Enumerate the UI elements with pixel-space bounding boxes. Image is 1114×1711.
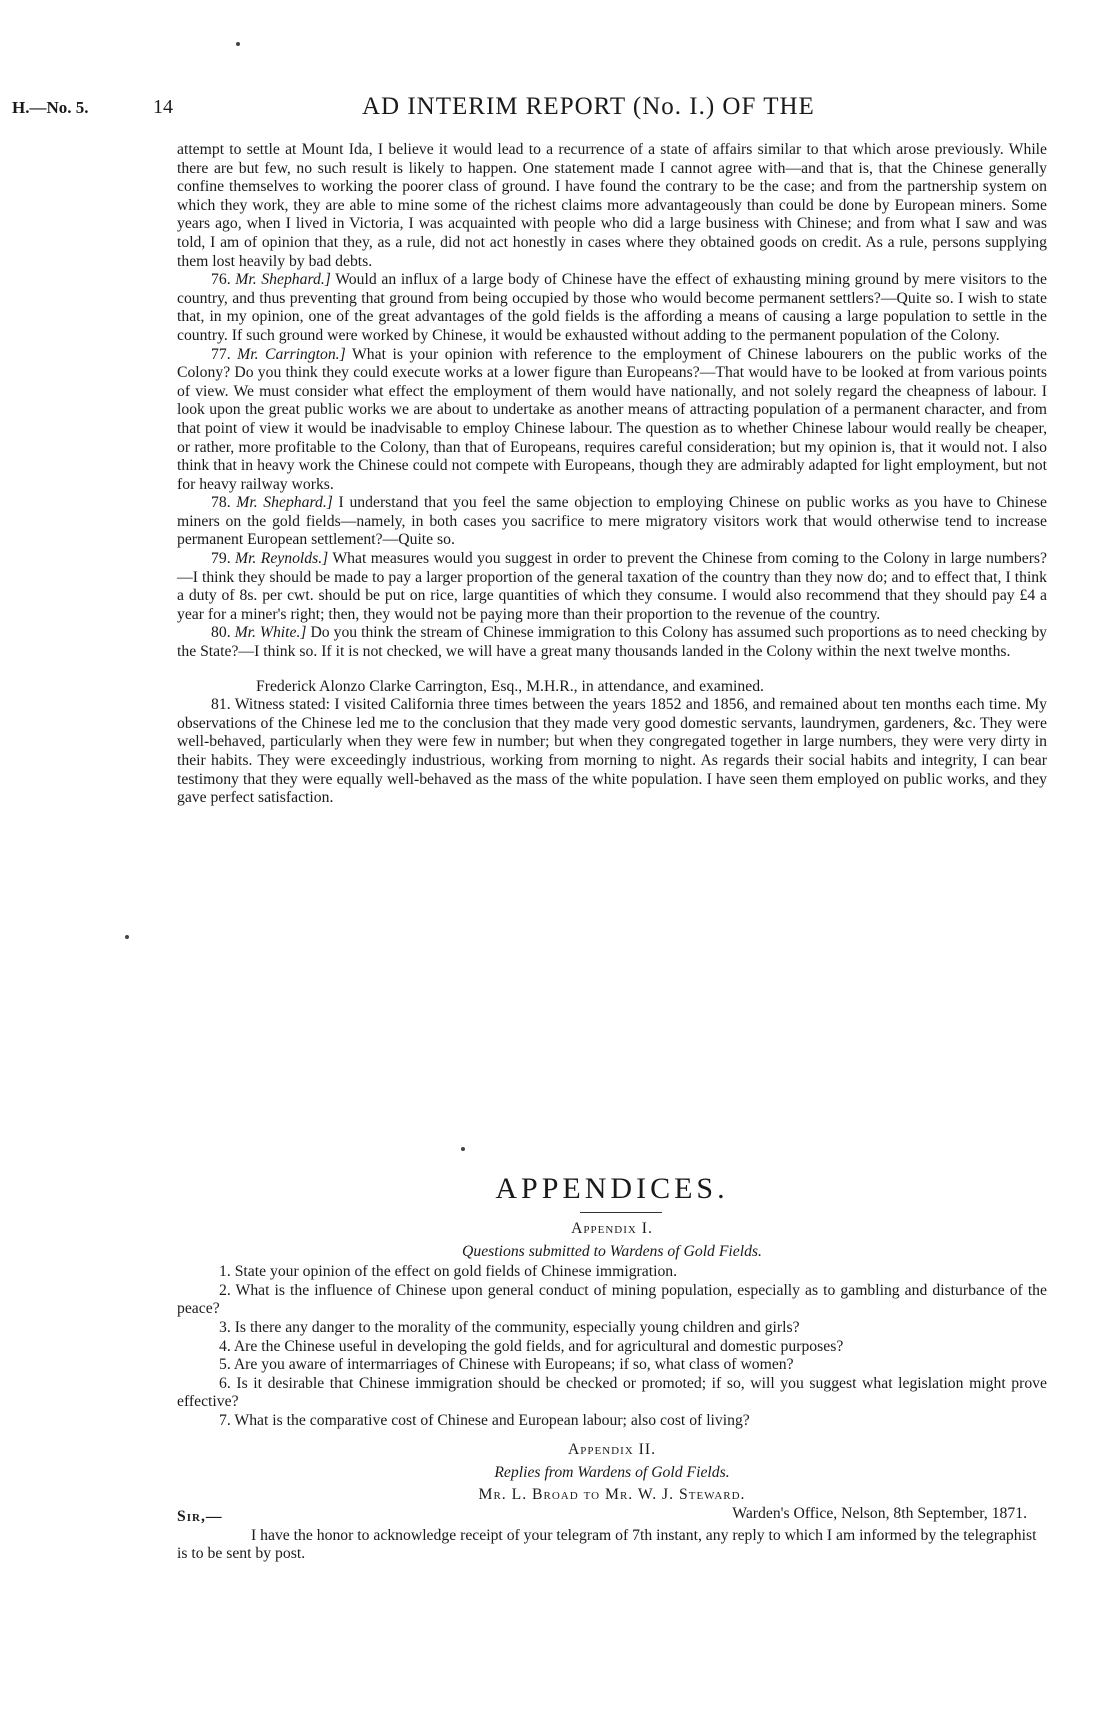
divider-rule	[580, 1212, 662, 1213]
question-text: Do you think the stream of Chinese immigration to this Colony has assumed such proportions as to need checking by the State?—I think so. If it is not checked, we will have a great many thousands landed in the Colony within the next twelve months.	[177, 624, 1048, 661]
appendix-question	[177, 1356, 1047, 1375]
question-78	[177, 494, 1047, 550]
question-number: 78.	[211, 494, 231, 512]
paragraph: attempt to settle at Mount Ida, I believe it would lead to a recurrence of a state of affairs similar to that which arose previously. While there are but few, no such result is likely to happen. One statement made I cannot agree with—and that is, that the Chinese generally confine themselves to working the poorer class of ground. I have found the contrary to be the case; and from the partnership system on which they work, they are able to mine some of the richest claims more advantageously than could be done by European miners. Some years ago, when I lived in Victoria, I was acquainted with people who did a large business with Chinese; and from what I saw and was told, I am of opinion that they, as a rule, did not act honestly in cases where they obtained goods on credit. As a rule, persons supplying them lost heavily by bad debts.	[177, 141, 1047, 270]
letter-text: I have the honor to acknowledge receipt of your telegram of 7th instant, any reply to which I am informed by the telegraphist is to be sent by post.	[177, 1526, 1037, 1563]
speaker: Mr. Shephard.]	[235, 271, 331, 289]
item-number: 6.	[219, 1374, 231, 1392]
appendix-question	[177, 1375, 1047, 1412]
print-speck	[125, 935, 129, 939]
salutation: Sir,—	[177, 1507, 223, 1525]
item-text: What is the comparative cost of Chinese and European labour; also cost of living?	[230, 1411, 750, 1429]
item-text: Are you aware of intermarriages of Chinese with Europeans; if so, what class of women?	[230, 1356, 794, 1374]
evidence-body	[177, 141, 1047, 808]
page-header	[0, 92, 1114, 132]
speaker: Mr. Shephard.]	[236, 494, 333, 512]
appendix-1-heading: Appendix I.	[571, 1220, 653, 1237]
appendices-title: APPENDICES.	[495, 1172, 729, 1205]
letter-from-to: Mr. L. Broad to Mr. W. J. Steward.	[478, 1486, 746, 1504]
question-text: Witness stated: I visited California three times between the years 1852 and 1856, and remained about ten months each time. My observations of the Chinese led me to the conclusion that they made very good domestic servants, laundrymen, gardeners, &c. They were well-behaved, particularly when they were few in number; but when they congregated together in large numbers, they were very dirty in their habits. They were exceedingly industrious, working from morning to night. As regards their social habits and integrity, I can bear testimony that they were equally well-behaved as the mass of the white population. I have seen them employed on public works, and they gave perfect satisfaction.	[177, 696, 1047, 807]
appendix-question	[177, 1338, 1047, 1357]
speaker: Mr. Carrington.]	[237, 345, 346, 363]
appendix-1	[177, 1220, 1047, 1431]
item-number: 2.	[219, 1281, 231, 1299]
question-number: 79.	[211, 550, 231, 568]
appendix-question	[177, 1319, 1047, 1338]
question-number: 80.	[211, 624, 231, 642]
appendix-1-subtitle: Questions submitted to Wardens of Gold Fields.	[462, 1242, 762, 1260]
appendix-2-subtitle: Replies from Wardens of Gold Fields.	[494, 1463, 730, 1481]
item-text: Is it desirable that Chinese immigration should be checked or promoted; if so, will you suggest what legislation might prove effective?	[177, 1374, 1047, 1411]
item-text: Are the Chinese useful in developing the gold fields, and for agricultural and domestic purposes?	[230, 1337, 844, 1355]
question-text: I understand that you feel the same objection to employing Chinese on public works as you have to Chinese miners on the gold fields—namely, in both cases you sacrifice to mere migratory visitors work that would otherwise tend to increase permanent European settlement?—Quite so.	[177, 494, 1048, 549]
appendix-2-heading: Appendix II.	[567, 1441, 657, 1458]
print-speck	[461, 1147, 465, 1151]
item-number: 4.	[219, 1337, 231, 1355]
question-number: 81.	[211, 696, 231, 714]
item-text: What is the influence of Chinese upon general conduct of mining population, especially as to gambling and disturbance of the peace?	[177, 1281, 1047, 1318]
item-number: 1.	[219, 1263, 231, 1281]
page-number: 14	[153, 96, 173, 118]
office-date: Warden's Office, Nelson, 8th September, 1871.	[732, 1504, 1027, 1522]
running-title: AD INTERIM REPORT (No. I.) OF THE	[362, 93, 815, 120]
appendix-2	[177, 1441, 1047, 1564]
speaker: Mr. White.]	[234, 624, 307, 642]
print-speck	[236, 42, 240, 46]
question-text: Would an influx of a large body of Chinese have the effect of exhausting mining ground by mere visitors to the country, and thus preventing that ground from being occupied by those who would become permanent settlers?—Quite so. I wish to state that, in my opinion, one of the great advantages of the gold fields is the affording a means of causing a large population to settle in the country. If such ground were worked by Chinese, it would be exhausted without adding to the permanent population of the Colony.	[177, 271, 1047, 344]
question-number: 77.	[211, 345, 231, 363]
letter-header-line	[177, 1505, 1047, 1527]
item-number: 3.	[219, 1318, 231, 1336]
appendix-question	[177, 1263, 1047, 1282]
question-77	[177, 346, 1047, 495]
item-text: State your opinion of the effect on gold fields of Chinese immigration.	[230, 1263, 678, 1281]
question-number: 76.	[211, 271, 231, 289]
question-text: What is your opinion with reference to the employment of Chinese labourers on the public works of the Colony? Do you think they could execute works at a lower figure than Europeans?—That would have to be looked at from various points of view. We must consider what effect the employment of them would have nationally, and not solely regard the cheapness of labour. I look upon the great public works we are about to undertake as another means of attracting population of a permanent character, and from that point of view it would be inadvisable to employ Chinese labour. The question as to whether Chinese labour would really be cheaper, or rather, more profitable to the Colony, than that of Europeans, requires careful consideration; but my opinion is, that it would not. I also think that in heavy work the Chinese could not compete with Europeans, though they are admirably adapted for light employment, but not for heavy railway works.	[177, 345, 1047, 493]
question-76	[177, 271, 1047, 345]
appendix-question	[177, 1412, 1047, 1431]
appendix-question	[177, 1282, 1047, 1319]
question-79	[177, 550, 1047, 624]
item-number: 7.	[219, 1411, 231, 1429]
witness-line: Frederick Alonzo Clarke Carrington, Esq., M.H.R., in attendance, and examined.	[256, 677, 764, 695]
item-text: Is there any danger to the morality of the community, especially young children and girls?	[230, 1318, 800, 1336]
question-81	[177, 696, 1047, 808]
document-reference: H.—No. 5.	[12, 98, 89, 117]
question-80	[177, 624, 1047, 661]
question-text: What measures would you suggest in order to prevent the Chinese from coming to the Colony in large numbers?—I think they should be made to pay a larger proportion of the general taxation of the country than they now do; and to effect that, I think a duty of 8s. per cwt. should be put on rice, large quantities of which they consume. I would also recommend that they should pay £4 a year for a miner's right; then, they would not be paying more than their proportion to the revenue of the country.	[177, 550, 1047, 623]
speaker: Mr. Reynolds.]	[235, 550, 329, 568]
item-number: 5.	[219, 1356, 231, 1374]
